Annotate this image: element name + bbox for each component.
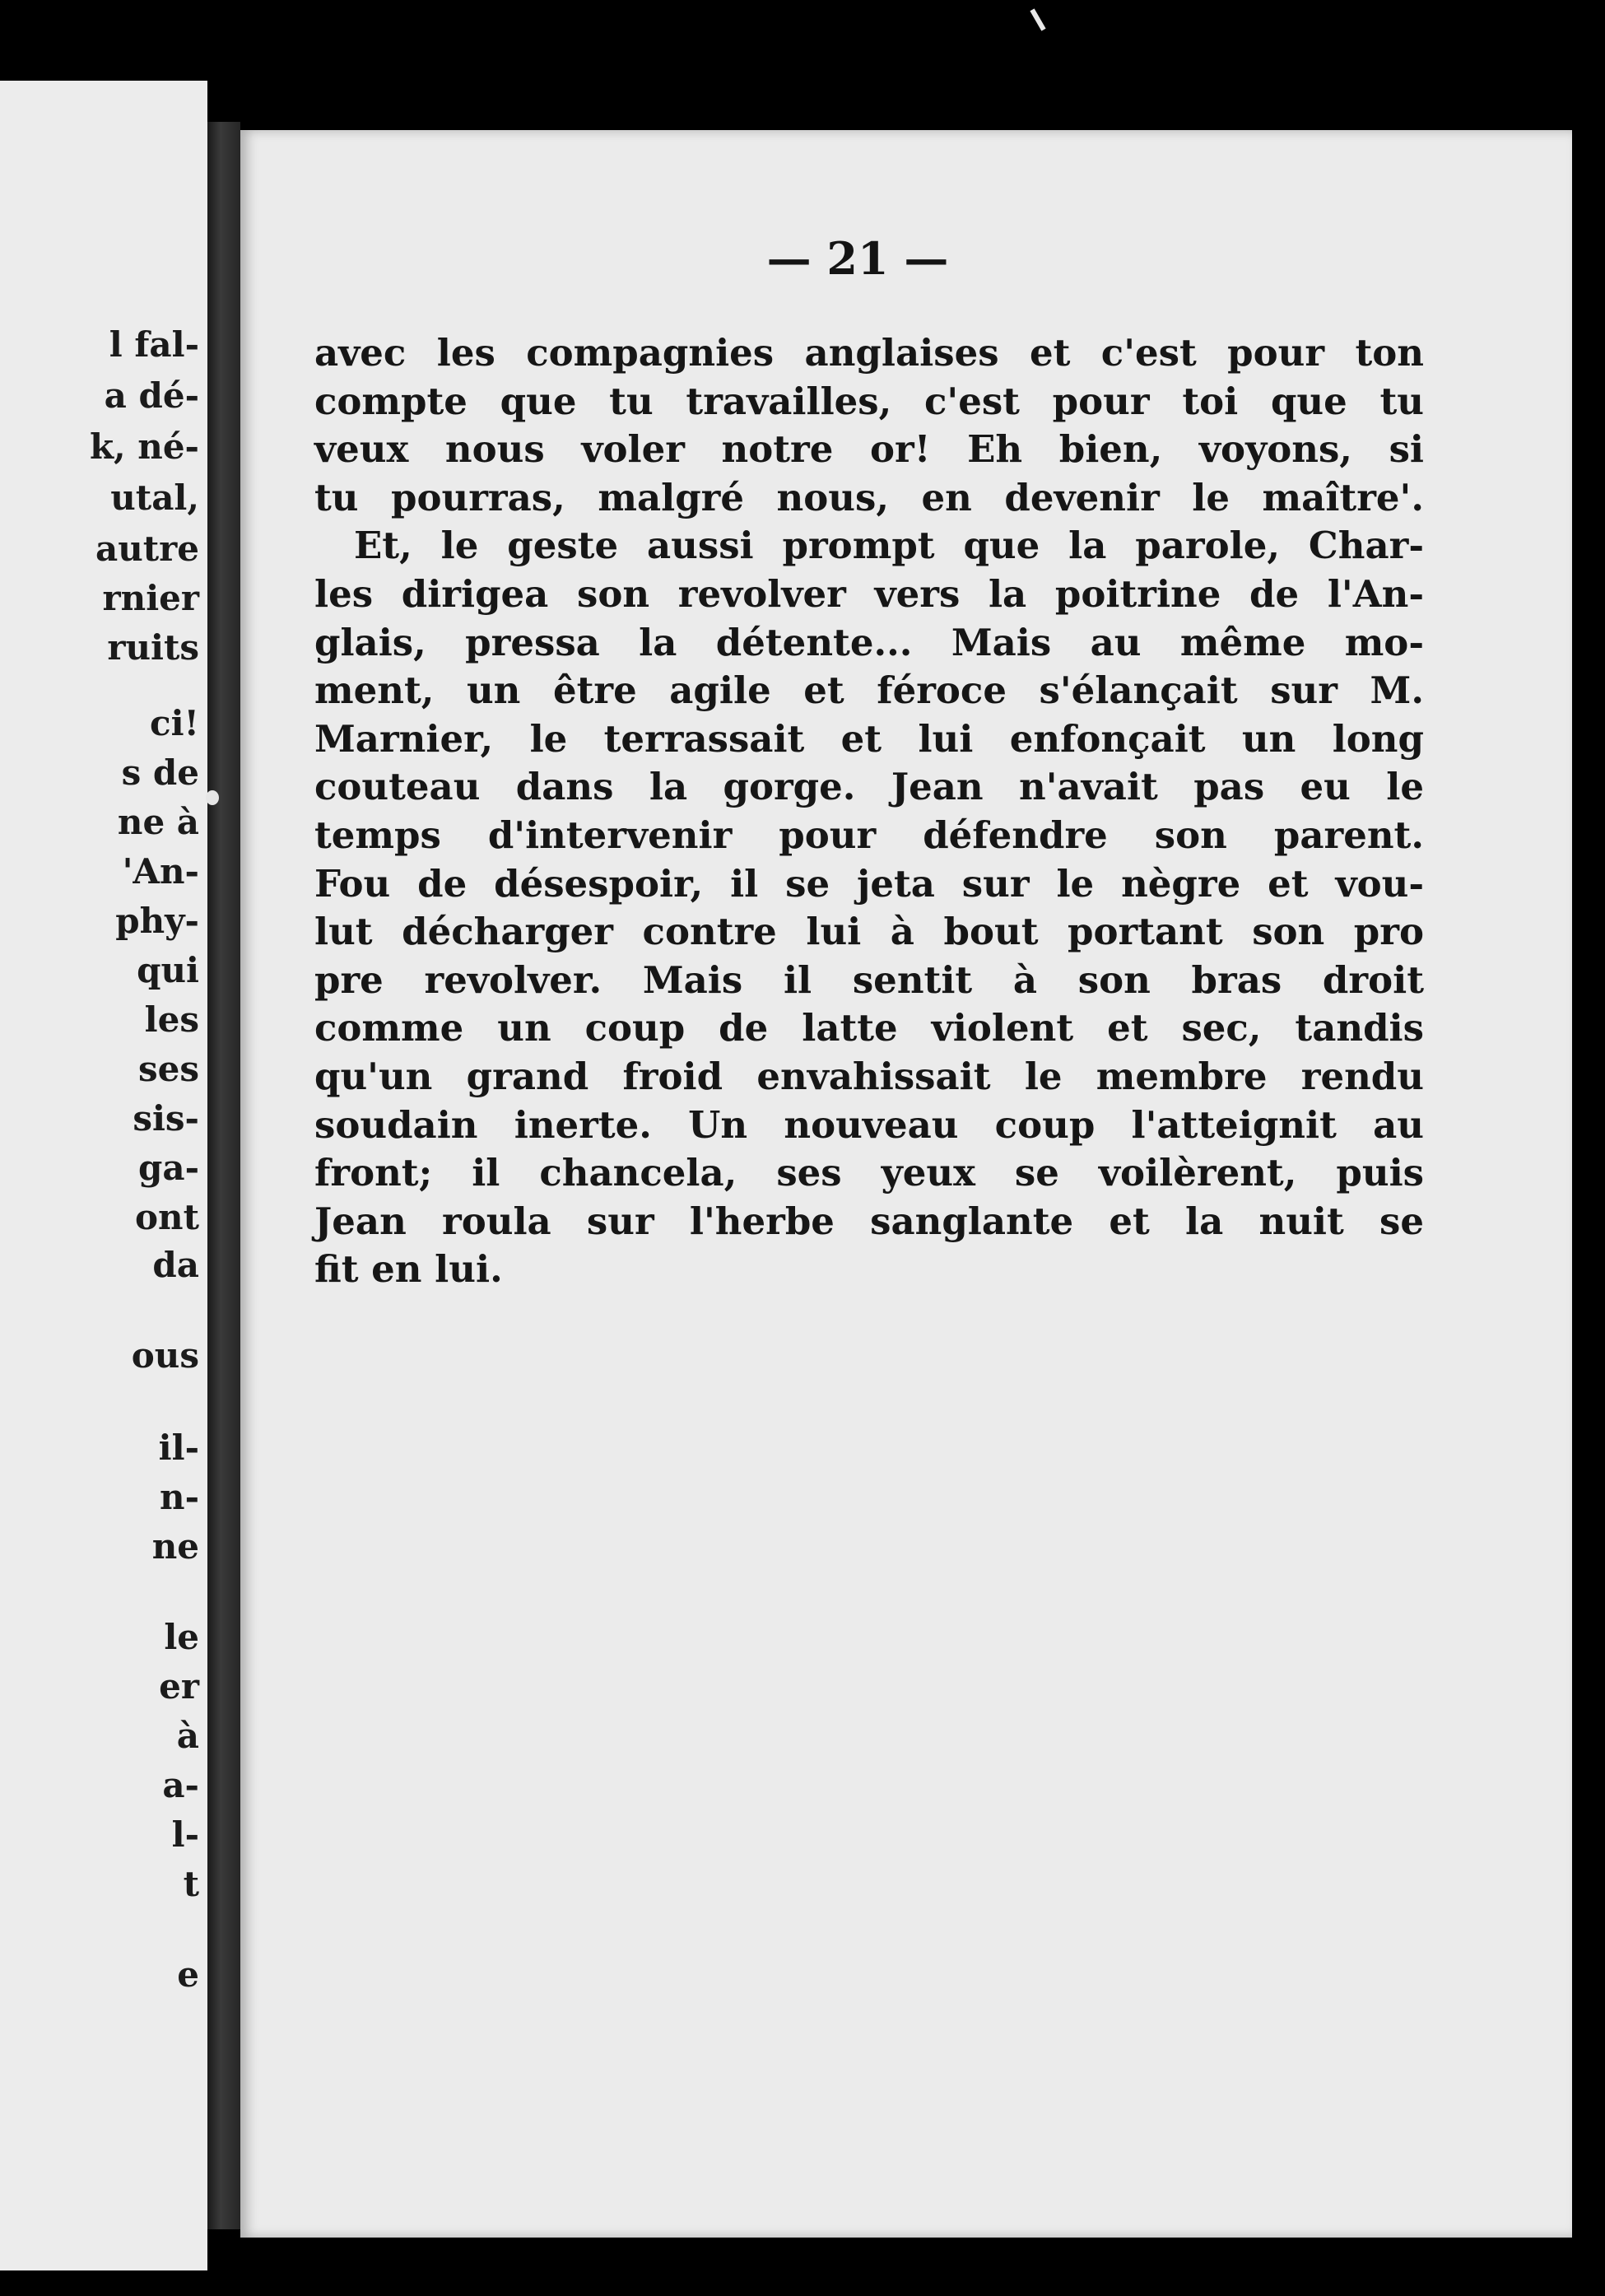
scan-speck [1030,8,1045,30]
text-line: les dirigea son revolver vers la poitrine de l'An- [314,571,1424,616]
previous-page-fragment: rnier [102,578,199,618]
previous-page-fragment: s de [121,752,199,793]
previous-page-fragment: ont [135,1197,199,1237]
text-line: compte que tu travailles, c'est pour toi que tu [314,379,1424,423]
text-line: comme un coup de latte violent et sec, tandis [314,1006,1424,1050]
text-line: Marnier, le terrassait et lui enfonçait un long [314,716,1424,761]
previous-page-fragment: autre [95,529,199,569]
previous-page-fragment: ous [131,1335,199,1376]
previous-page-fragment: ne à [117,802,199,842]
text-line: fit en lui. [314,1247,503,1292]
previous-page-fragment: 'An- [122,851,199,892]
previous-page-fragment: a- [162,1765,199,1805]
previous-page-fragment: phy- [115,901,199,941]
previous-page-fragment: k, né- [89,426,199,467]
text-line: ment, un être agile et féroce s'élançait sur M. [314,668,1424,713]
book-binding-gutter [207,122,240,2229]
previous-page-fragment: ci! [150,703,199,743]
previous-page-fragment: utal, [110,477,199,518]
text-line: tu pourras, malgré nous, en devenir le maître'. [314,475,1424,519]
book-page [240,130,1572,2238]
text-line: glais, pressa la détente... Mais au même mo- [314,620,1424,664]
previous-page-fragment: l fal- [109,324,199,365]
previous-page-fragment: t [183,1864,199,1904]
previous-page-fragment: ruits [107,627,199,668]
previous-page-fragment: ses [137,1049,199,1089]
previous-page-fragment: a dé- [104,375,199,416]
page-number: — 21 — [766,232,949,285]
text-line: Jean roula sur l'herbe sanglante et la nuit se [314,1199,1424,1243]
previous-page-fragment: er [159,1666,199,1707]
previous-page-fragment: ne [151,1526,199,1567]
text-line: lut décharger contre lui à bout portant son pro [314,910,1424,954]
text-line: couteau dans la gorge. Jean n'avait pas eu le [314,765,1424,809]
text-line: temps d'intervenir pour défendre son parent. [314,813,1424,857]
previous-page-fragment: il- [158,1427,199,1468]
text-line: soudain inerte. Un nouveau coup l'atteignit au [314,1102,1424,1147]
page-body-text [314,329,1424,1294]
previous-page-strip [0,81,207,2270]
previous-page-fragment: qui [137,950,199,990]
previous-page-fragment: sis- [133,1098,199,1139]
previous-page-fragment: le [164,1617,199,1657]
previous-page-fragment: e [177,1954,199,1995]
text-line: front; il chancela, ses yeux se voilèrent, puis [314,1151,1424,1195]
previous-page-fragment: da [152,1245,199,1285]
text-line: avec les compagnies anglaises et c'est pour ton [314,331,1424,375]
previous-page-fragment: n- [160,1477,199,1517]
text-line: Et, le geste aussi prompt que la parole, Char- [354,524,1424,568]
text-line: veux nous voler notre or! Eh bien, voyons, si [314,427,1424,472]
text-line: qu'un grand froid envahissait le membre rendu [314,1054,1424,1098]
previous-page-fragment: à [176,1716,199,1756]
text-line: Fou de désespoir, il se jeta sur le nègre et vou- [314,861,1424,906]
text-line: pre revolver. Mais il sentit à son bras droit [314,957,1424,1002]
previous-page-fragment: les [144,999,199,1040]
previous-page-fragment: ga- [137,1148,199,1188]
binding-speck [206,790,219,805]
previous-page-fragment: l- [171,1814,199,1855]
